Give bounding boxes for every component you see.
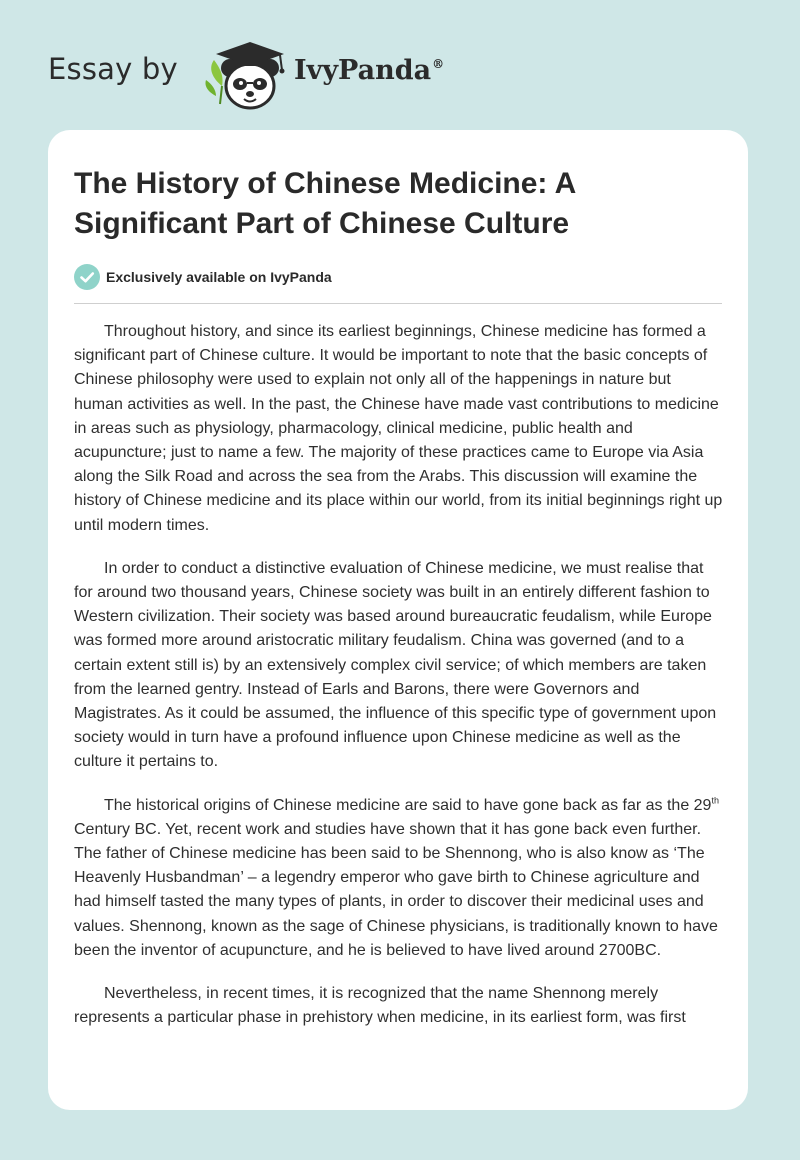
registered-mark: ® — [432, 57, 445, 71]
panda-graduate-logo-icon — [200, 34, 296, 114]
essay-title: The History of Chinese Medicine: A Significant Part of Chinese Culture — [74, 167, 576, 240]
exclusive-badge-text: Exclusively available on IvyPanda — [106, 269, 332, 285]
paragraph-4: Nevertheless, in recent times, it is recognized that the name Shennong merely represents a particular phase in prehistory when medicine, in its earliest form, was first — [74, 985, 686, 1027]
paragraph-3-part-1: The historical origins of Chinese medicine are said to have gone back as far as the 29 — [104, 796, 712, 814]
paragraph-1: Throughout history, and since its earliest beginnings, Chinese medicine has formed a significant part of Chinese culture. It would be important to note that the basic concepts of Chinese philosophy were used to explain not only all of the happenings in nature but human activities as well. In the past, the Chinese have made vast contributions to medicine in areas such as physiology, pharmacology, clinical medicine, public health and acupuncture; just to name a few. The majority of these practices came to Europe via Asia along the Silk Road and across the sea from the Arabs. This discussion will examine the history of Chinese medicine and its place within our world, from its initial beginnings right up until modern times. — [74, 323, 723, 534]
exclusive-badge — [74, 264, 332, 290]
brand-name — [294, 55, 444, 86]
paragraph-2: In order to conduct a distinctive evaluation of Chinese medicine, we must realise that for around two thousand years, Chinese society was built in an entirely different fashion to Western civilization. Their society was based around bureaucratic feudalism, while Europe was formed more around aristocratic military feudalism. China was governed (and to a certain extent still is) by an extensively complex civil service; of which members are taken from the learned gentry. Instead of Earls and Barons, there were Governors and Magistrates. As it could be assumed, the influence of this specific type of government upon society would in turn have a profound influence upon Chinese medicine as well as the culture it pertains to. — [74, 559, 717, 771]
check-circle-icon — [74, 264, 100, 290]
paragraph-3-part-2: Century BC. Yet, recent work and studies have shown that it has gone back even further. The father of Chinese medicine has been said to be Shennong, who is also know as ‘The Heavenly Husbandman’ – a legendry emperor who gave birth to Chinese agriculture and had himself tasted the many types of plants, in order to discover their medicinal uses and values. Shennong, known as the sage of Chinese physicians, is traditionally known to have been the inventor of acupuncture, and he is believed to have lived around 2700BC. — [74, 820, 718, 959]
paragraph-3 — [74, 794, 724, 963]
essay-body — [74, 320, 724, 1049]
divider — [74, 303, 722, 304]
brand-name-text: IvyPanda — [294, 55, 432, 86]
essay-by-label: Essay by — [48, 52, 178, 86]
essay-card — [48, 130, 748, 1110]
brand-header — [48, 28, 508, 112]
ordinal-suffix: th — [711, 795, 719, 806]
